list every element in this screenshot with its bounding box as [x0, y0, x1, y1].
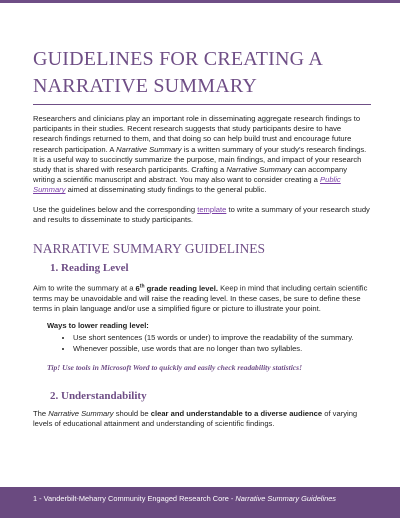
- intro-text: Researchers and clinicians play an important role in disseminating aggregate research findings to participants in their studies. Recent research suggests that study participants desire to have research findings returned to them, and that doing so can help build trust and encourage future research participation. A: [33, 114, 361, 154]
- reading-text: Aim to write the summary at a: [33, 283, 136, 293]
- reading-text: Keep in mind that including certain scientific terms may be unavoidable and will raise the reading level. In these cases, be sure to define these terms in plain language and/or use a simplified figure or picture to illustrate your point.: [33, 283, 368, 313]
- reading-tips-list: [33, 333, 371, 354]
- public-summary-link[interactable]: Public Summary: [33, 175, 341, 195]
- grade-number: 6: [135, 283, 140, 293]
- guidelines-paragraph: [33, 205, 371, 225]
- guidelines-text: to write a summary of your research study and results to disseminate to study participants.: [33, 204, 370, 224]
- understand-text: should be: [113, 409, 151, 419]
- understand-italic-term: Narrative Summary: [48, 409, 114, 419]
- grade-level-bold: [136, 284, 218, 293]
- understandability-paragraph: [33, 409, 371, 429]
- understand-text: The: [33, 409, 49, 419]
- understand-bold: clear and understandable to a diverse audience: [150, 409, 323, 419]
- understand-text: of varying levels of educational attainment and understanding of scientific findings.: [33, 409, 358, 429]
- intro-italic-term: Narrative Summary: [116, 144, 182, 154]
- grade-text: grade reading level.: [144, 283, 218, 293]
- footer-text: 1 - Vanderbilt-Meharry Community Engaged Research Core -: [33, 494, 236, 503]
- list-item: • Use short sentences (15 words or under) to improve the readability of the summary.: [73, 333, 371, 343]
- top-rule: [0, 0, 400, 3]
- understandability-heading: 2. Understandability: [50, 390, 147, 403]
- page-footer: [0, 487, 400, 518]
- intro-italic-term: Narrative Summary: [226, 165, 292, 175]
- guidelines-text: Use the guidelines below and the corresponding: [33, 204, 198, 214]
- ways-label: Ways to lower reading level:: [47, 321, 149, 331]
- reading-level-heading: 1. Reading Level: [50, 262, 129, 275]
- readability-tip: Tip! Use tools in Microsoft Word to quickly and easily check readability statistics!: [47, 362, 303, 372]
- intro-text: aimed at disseminating study findings to the general public.: [65, 185, 267, 195]
- title-divider: [33, 104, 371, 105]
- intro-text: is a written summary of your study’s research findings. It is a useful way to succinctly summarize the purpose, main findings, and impact of your research study that is shared with research participants. Crafting a: [33, 144, 367, 175]
- template-link[interactable]: template: [197, 204, 227, 214]
- document-body: [33, 46, 371, 429]
- footer-italic: Narrative Summary Guidelines: [235, 494, 337, 503]
- section-heading: NARRATIVE SUMMARY GUIDELINES: [33, 241, 266, 257]
- reading-level-paragraph: [33, 281, 371, 314]
- list-item: • Whenever possible, use words that are no longer than two syllables.: [73, 344, 371, 354]
- intro-text: can accompany writing a scientific manuscript and abstract. You may also want to consider creating a: [33, 165, 348, 185]
- intro-paragraph: [33, 114, 371, 196]
- document-title: GUIDELINES FOR CREATING A NARRATIVE SUMMARY: [33, 48, 322, 97]
- grade-suffix: th: [139, 283, 145, 290]
